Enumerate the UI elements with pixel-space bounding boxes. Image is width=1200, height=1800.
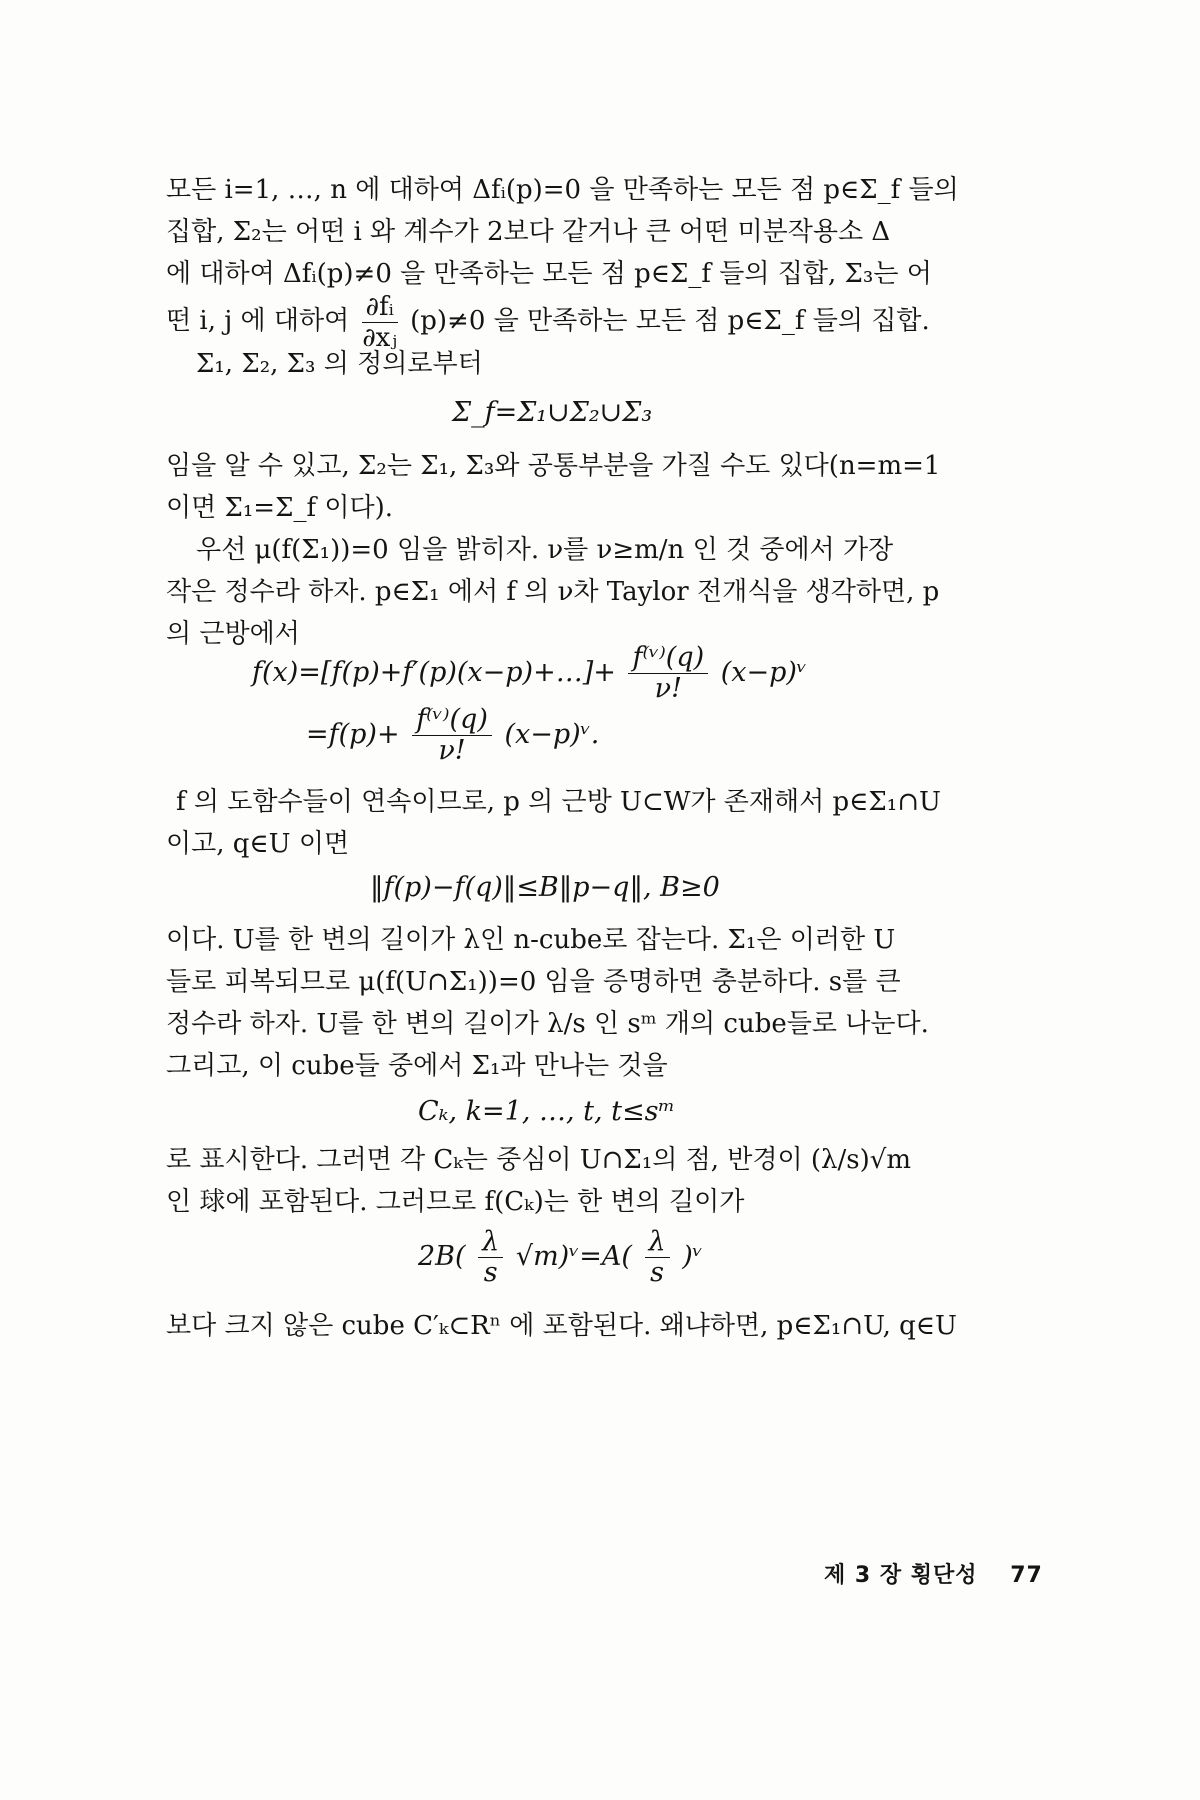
fraction-numerator: λ [478,1227,503,1258]
taylor-1-right: (x−p)ᵛ [720,657,807,688]
equation-cube-list: Cₖ, k=1, …, t, t≤sᵐ [418,1096,676,1127]
fraction-denominator: ν! [438,735,466,766]
fraction-denominator: ν! [654,673,682,704]
cube-bound-right: )ᵛ [682,1241,703,1272]
text-line-4-start: 떤 i, j 에 대하여 [166,306,350,336]
text-line-16: 그리고, 이 cube들 중에서 Σ₁과 만나는 것을 [166,1051,668,1081]
fraction-numerator: f⁽ᵛ⁾(q) [412,705,492,736]
equation-lipschitz: ‖f(p)−f(q)‖≤B‖p−q‖, B≥0 [370,872,720,903]
page-footer [824,1558,1043,1589]
cube-bound-fraction-2 [645,1227,670,1288]
text-line-13: 이다. U를 한 변의 길이가 λ인 n-cube로 잡는다. Σ₁은 이러한 U [166,925,896,955]
text-line-14: 들로 피복되므로 μ(f(U∩Σ₁))=0 임을 증명하면 충분하다. s를 큰 [166,967,901,997]
text-line-17: 로 표시한다. 그러면 각 Cₖ는 중심이 U∩Σ₁의 점, 반경이 (λ/s)√m [166,1145,911,1175]
text-line-9: 작은 정수라 하자. p∈Σ₁ 에서 f 의 ν차 Taylor 전개식을 생각하면, p [166,577,940,607]
cube-bound-left: 2B( [418,1241,466,1272]
text-line-2: 집합, Σ₂는 어떤 i 와 계수가 2보다 같거나 큰 어떤 미분작용소 Δ [166,217,891,247]
text-line-19: 보다 크지 않은 cube C′ₖ⊂Rⁿ 에 포함된다. 왜냐하면, p∈Σ₁∩U, q∈U [166,1311,957,1341]
equation-cube-bound [418,1226,703,1288]
fraction-denominator: ∂xⱼ [362,322,398,353]
cube-bound-fraction-1 [478,1227,503,1288]
text-line-5: Σ₁, Σ₂, Σ₃ 의 정의로부터 [196,349,483,379]
text-line-7: 이면 Σ₁=Σ_f 이다). [166,493,393,523]
chapter-title: 제 3 장 횡단성 [824,1563,978,1588]
text-line-12: 이고, q∈U 이면 [166,829,350,859]
text-line-10: 의 근방에서 [166,619,300,649]
text-line-6: 임을 알 수 있고, Σ₂는 Σ₁, Σ₃와 공통부분을 가질 수도 있다(n=m=1 [166,451,941,481]
text-line-4-end: (p)≠0 을 만족하는 모든 점 p∈Σ_f 들의 집합. [410,306,930,336]
text-line-15: 정수라 하자. U를 한 변의 길이가 λ/s 인 sᵐ 개의 cube들로 나눈다. [166,1009,929,1039]
taylor-1-fraction [628,643,708,704]
fraction-numerator: ∂fᵢ [362,292,398,323]
text-line-1: 모든 i=1, …, n 에 대하여 Δfᵢ(p)=0 을 만족하는 모든 점 p∈Σ_f 들의 [166,175,959,205]
equation-taylor-2 [306,704,599,766]
text-line-18: 인 球에 포함된다. 그러므로 f(Cₖ)는 한 변의 길이가 [166,1187,745,1217]
cube-bound-middle: √m)ᵛ=A( [515,1241,632,1272]
equation-taylor-1 [252,642,807,704]
fraction-denominator: s [483,1257,498,1288]
taylor-2-right: (x−p)ᵛ. [504,719,600,750]
text-line-11: f 의 도함수들이 연속이므로, p 의 근방 U⊂W가 존재해서 p∈Σ₁∩U [176,787,941,817]
taylor-2-fraction [412,705,492,766]
text-line-3: 에 대하여 Δfᵢ(p)≠0 을 만족하는 모든 점 p∈Σ_f 들의 집합, Σ₃는 어 [166,259,932,289]
fraction-denominator: s [650,1257,665,1288]
text-line-8: 우선 μ(f(Σ₁))=0 임을 밝히자. ν를 ν≥m/n 인 것 중에서 가장 [196,535,894,565]
equation-sigma-union: Σ_f=Σ₁∪Σ₂∪Σ₃ [452,397,653,428]
taylor-2-left: =f(p)+ [306,719,400,750]
fraction-numerator: λ [645,1227,670,1258]
taylor-1-left: f(x)=[f(p)+f′(p)(x−p)+…]+ [252,657,616,688]
fraction-numerator: f⁽ᵛ⁾(q) [628,643,708,674]
page-number: 77 [1010,1563,1043,1588]
